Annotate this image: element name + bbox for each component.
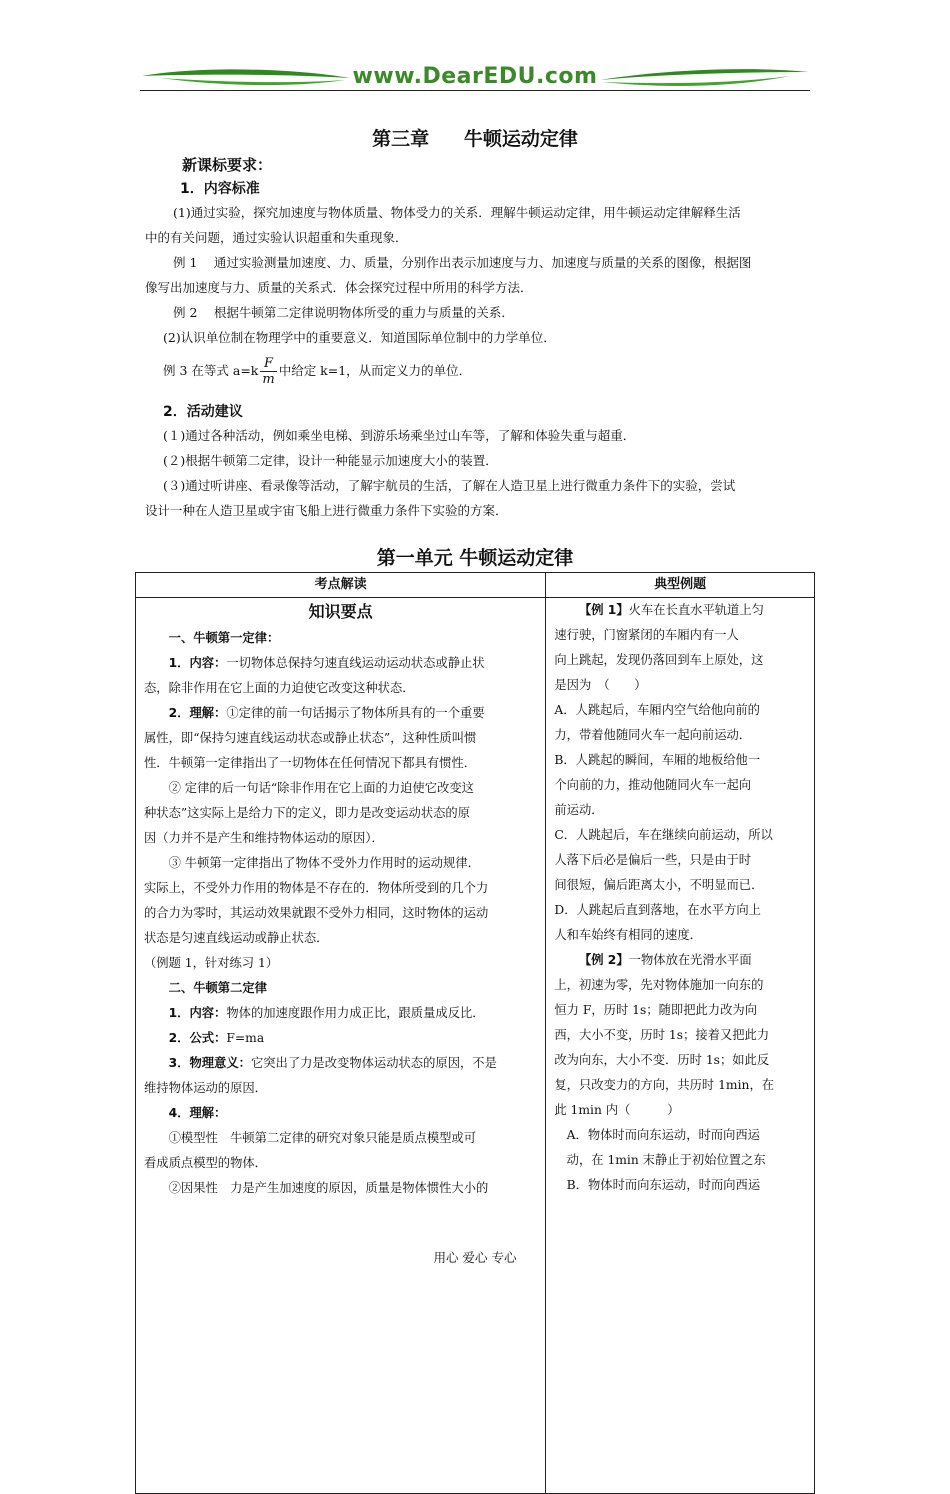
req-paragraph-1a: (1)通过实验，探究加速度与物体质量、物体受力的关系．理解牛顿运动定律，用牛顿运动定律解释生活 [173,205,741,220]
analysis-line: 一、牛顿第一定律： [168,631,280,645]
page-footer: 用心 爱心 专心 [433,1250,517,1265]
analysis-line: 的合力为零时，其运动效果就跟不受外力相同，这时物体的运动 [144,906,489,920]
analysis-line-label: 3．物理意义： [168,1056,251,1070]
analysis-lines [136,598,545,1201]
example-3-post: 中给定 k=1，从而定义力的单位． [278,363,472,378]
site-url: www.DearEDU.com [352,64,598,89]
example-line: 复，只改变力的方向，共历时 1min，在 [554,1078,775,1092]
activity-3a: (３)通过听讲座、看录像等活动，了解宇航员的生活，了解在人造卫星上进行微重力条件下的实验，尝试 [163,478,736,493]
example-line: 上，初速为零，先对物体施加一向东的 [554,978,764,992]
col-header-analysis: 考点解读 [136,573,546,598]
example-line: 【例 2】一物体放在光滑水平面 [578,953,752,967]
example-line: A．人跳起后，车厢内空气给他向前的 [554,703,760,717]
example-line-label: 【例 2】 [578,953,629,967]
fraction-denominator: m [262,372,275,387]
analysis-line: ② 定律的后一句话“除非作用在它上面的力迫使它改变这 [168,781,474,795]
example-line: 【例 1】火车在长直水平轨道上匀 [578,603,764,617]
example-line: 间很短，偏后距离太小，不明显而已． [554,878,764,892]
example-1a: 例 1 通过实验测量加速度、力、质量，分别作出表示加速度与力、加速度与质量的关系的图像，根据图 [173,255,752,270]
activity-1: (１)通过各种活动，例如乘坐电梯、到游乐场乘坐过山车等，了解和体验失重与超重． [163,428,636,443]
analysis-line: 看成质点模型的物体． [144,1156,267,1170]
example-line: 个向前的力，推动他随同火车一起向 [554,778,752,792]
analysis-line: ①模型性 牛顿第二定律的研究对象只能是质点模型或可 [168,1131,477,1145]
site-banner [140,62,810,92]
section-content-standard: 1．内容标准 [180,181,260,197]
activity-3b: 设计一种在人造卫星或宇宙飞船上进行微重力条件下实验的方案． [145,503,508,518]
section-activities: 2．活动建议 [163,404,243,420]
analysis-line-label: 1．内容： [168,1006,227,1020]
example-line: 速行驶，门窗紧闭的车厢内有一人 [554,628,739,642]
unit-title: 第一单元 牛顿运动定律 [376,547,574,569]
analysis-line: （例题 1，针对练习 1） [144,956,279,970]
example-line: B．人跳起的瞬间，车厢的地板给他一 [554,753,761,767]
example-line: 人落下后必是偏后一些，只是由于时 [554,853,752,867]
activity-2: (２)根据牛顿第二定律，设计一种能显示加速度大小的装置． [163,453,498,468]
example-line: 西，大小不变，历时 1s；接着又把此力 [554,1028,770,1042]
analysis-line: ③ 牛顿第一定律指出了物体不受外力作用时的运动规律． [168,856,480,870]
example-line: 此 1min 内（ ） [554,1103,680,1117]
chapter-title [0,124,950,151]
analysis-line: 属性，即“保持匀速直线运动状态或静止状态”，这种性质叫惯 [144,731,477,745]
analysis-line-label: 2．公式： [168,1031,227,1045]
analysis-line: 4．理解： [168,1106,227,1120]
example-line: 改为向东，大小不变．历时 1s；如此反 [554,1053,770,1067]
analysis-line: 1．内容：物体的加速度跟作用力成正比，跟质量成反比． [168,1006,485,1020]
fraction-numerator: F [260,356,276,372]
example-line: 动，在 1min 末静止于初始位置之东 [566,1153,766,1167]
example-line: C．人跳起后，车在继续向前运动，所以 [554,828,773,842]
chapter-name: 牛顿运动定律 [463,128,578,150]
analysis-line: 2．公式：F=ma [168,1031,265,1045]
example-line: 是因为 （ ） [554,678,647,692]
knowledge-points-heading: 知识要点 [308,602,373,621]
analysis-line: 态，除非作用在它上面的力迫使它改变这种状态． [144,681,415,695]
analysis-line: 实际上，不受外力作用的物体是不存在的．物体所受到的几个力 [144,881,489,895]
req-paragraph-1b: 中的有关问题，通过实验认识超重和失重现象． [145,230,408,245]
analysis-line: 3．物理意义：它突出了力是改变物体运动状态的原因，不是 [168,1056,497,1070]
example-lines [546,598,814,1198]
requirements-heading: 新课标要求： [182,156,273,174]
analysis-line: 因（力并不是产生和维持物体运动的原因）． [144,831,384,845]
example-line-label: 【例 1】 [578,603,629,617]
req-paragraph-2: (2)认识单位制在物理学中的重要意义．知道国际单位制中的力学单位． [163,330,556,345]
example-line: D．人跳起后直到落地，在水平方向上 [554,903,761,917]
example-line: 前运动． [554,803,604,817]
fraction-f-over-m [260,356,276,387]
analysis-line: 种状态”这实际上是给力下的定义，即力是改变运动状态的原 [144,806,471,820]
analysis-line: 1．内容：一切物体总保持匀速直线运动运动状态或静止状 [168,656,485,670]
example-line: A．物体时而向东运动，时而向西运 [566,1128,760,1142]
analysis-line: 2．理解：①定律的前一句话揭示了物体所具有的一个重要 [168,706,485,720]
example-2: 例 2 根据牛顿第二定律说明物体所受的重力与质量的关系． [173,305,514,320]
analysis-cell [136,598,546,1494]
analysis-line: ②因果性 力是产生加速度的原因，质量是物体惯性大小的 [168,1181,489,1195]
analysis-line: 维持物体运动的原因． [144,1081,267,1095]
example-1b: 像写出加速度与力、质量的关系式．体会探究过程中所用的科学方法． [145,280,533,295]
example-line: 力，带着他随同火车一起向前运动． [554,728,752,742]
analysis-line: 二、牛顿第二定律 [168,981,267,995]
example-line: 人和车始终有相同的速度． [554,928,702,942]
analysis-line-label: 1．内容： [168,656,227,670]
analysis-line: 性．牛顿第一定律指出了一切物体在任何情况下都具有惯性． [144,756,477,770]
analysis-line-label: 2．理解： [168,706,227,720]
chapter-number: 第三章 [372,128,430,150]
example-3-pre: 例 3 在等式 a=k [163,363,259,378]
banner-divider [140,90,810,91]
example-3 [163,352,471,390]
examples-cell [546,598,815,1494]
analysis-line: 状态是匀速直线运动或静止状态． [144,931,329,945]
col-header-examples: 典型例题 [546,573,815,598]
example-line: B．物体时而向东运动，时而向西运 [566,1178,761,1192]
example-line: 恒力 F，历时 1s；随即把此力改为向 [554,1003,757,1017]
example-line: 向上跳起，发现仍落回到车上原处，这 [554,653,764,667]
content-table [135,572,815,1494]
